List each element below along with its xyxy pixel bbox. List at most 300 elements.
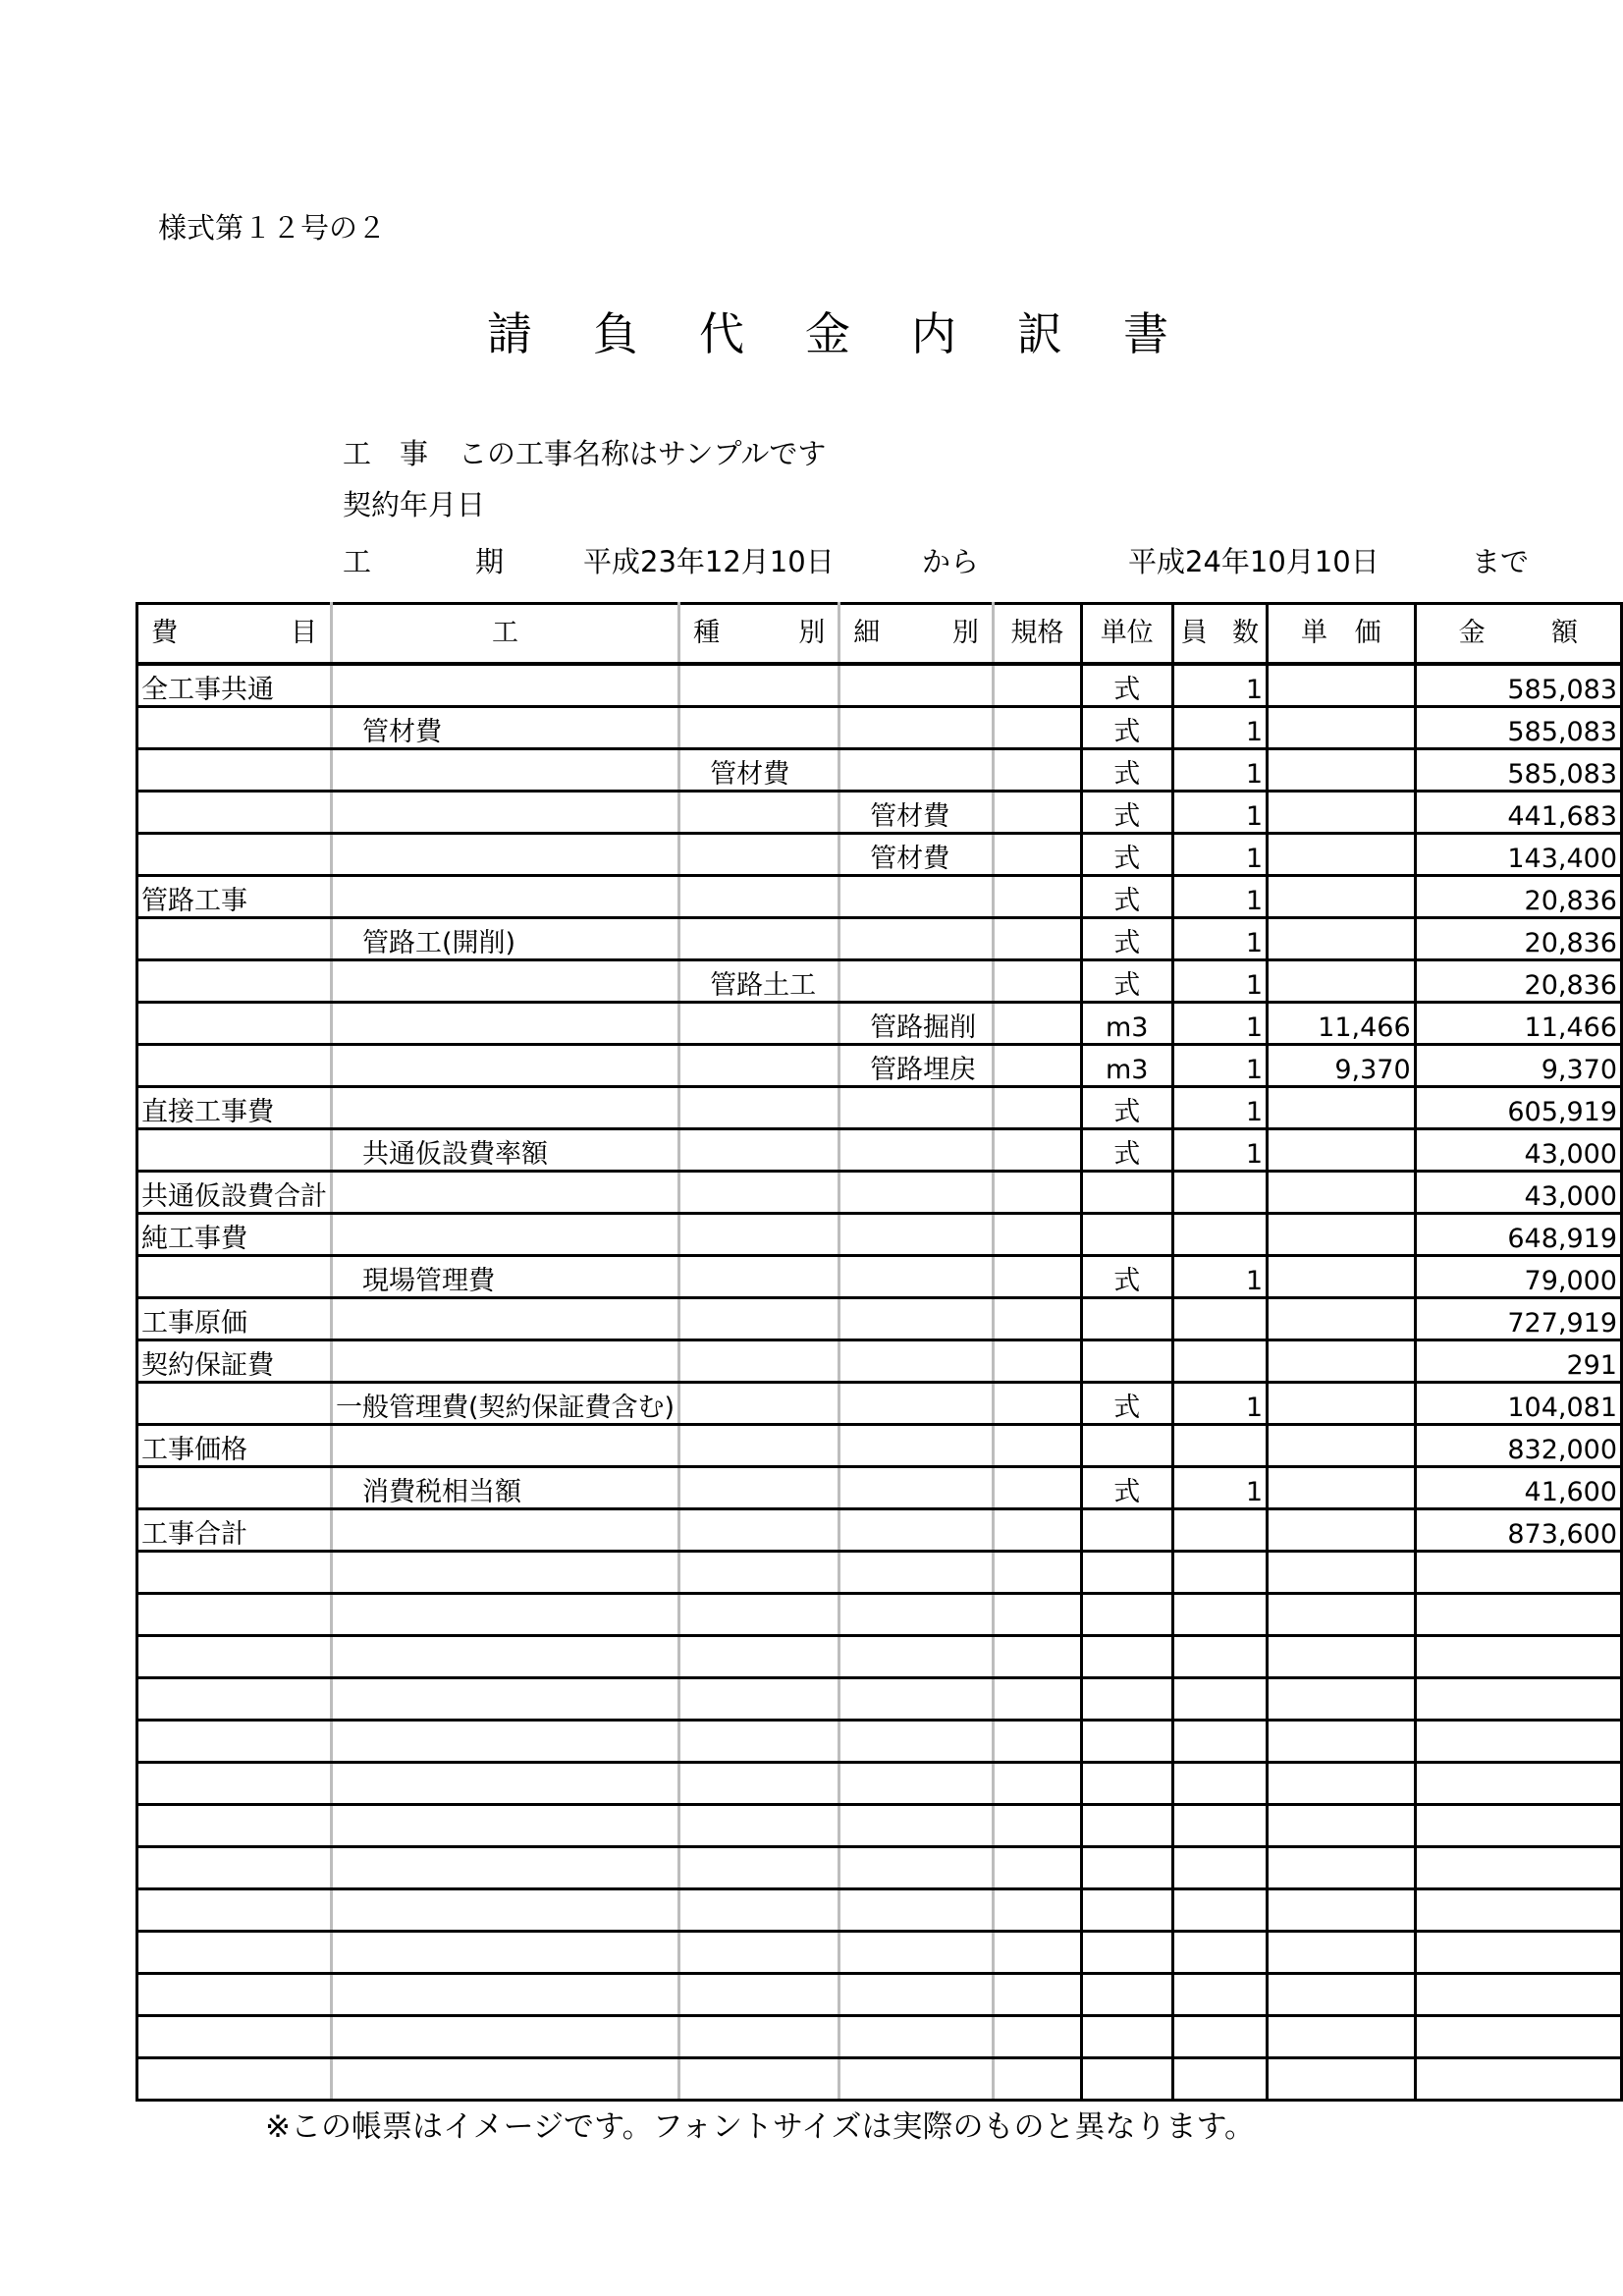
empty-cell-saibetsu xyxy=(839,2058,994,2101)
cell-tanka xyxy=(1268,1425,1416,1467)
empty-cell-kou xyxy=(332,1932,679,1974)
empty-cell-kikaku xyxy=(993,1552,1081,1594)
cell-shubetsu xyxy=(679,1172,839,1214)
empty-cell-tani xyxy=(1081,1721,1172,1763)
table-row xyxy=(137,1340,1622,1383)
table-row xyxy=(137,1383,1622,1425)
cell-saibetsu xyxy=(839,876,994,918)
cell-kou xyxy=(332,1425,679,1467)
empty-cell-tanka xyxy=(1268,1721,1416,1763)
cell-kingaku: 20,836 xyxy=(1415,960,1621,1003)
empty-cell-kikaku xyxy=(993,1763,1081,1805)
empty-cell-suu xyxy=(1172,1932,1267,1974)
empty-cell-kingaku xyxy=(1415,2016,1621,2058)
cell-tani xyxy=(1081,1172,1172,1214)
cell-himoku xyxy=(137,960,332,1003)
cell-shubetsu xyxy=(679,1425,839,1467)
form-number: 様式第１２号の２ xyxy=(158,211,387,245)
empty-cell-kikaku xyxy=(993,2016,1081,2058)
table-row xyxy=(137,749,1622,792)
cell-suu: 1 xyxy=(1172,1045,1267,1087)
cell-kingaku: 9,370 xyxy=(1415,1045,1621,1087)
cell-shubetsu xyxy=(679,1256,839,1298)
cell-saibetsu xyxy=(839,749,994,792)
table-row xyxy=(137,1467,1622,1509)
cell-kingaku: 832,000 xyxy=(1415,1425,1621,1467)
table-row xyxy=(137,1214,1622,1256)
empty-cell-tanka xyxy=(1268,1636,1416,1678)
cell-tanka xyxy=(1268,707,1416,749)
cell-tani xyxy=(1081,1298,1172,1340)
cell-tani: 式 xyxy=(1081,749,1172,792)
cell-tanka xyxy=(1268,918,1416,960)
empty-cell-suu xyxy=(1172,2016,1267,2058)
cell-himoku: 工事価格 xyxy=(137,1425,332,1467)
cell-shubetsu xyxy=(679,1298,839,1340)
cell-kou xyxy=(332,1172,679,1214)
header-row xyxy=(137,604,1622,665)
empty-cell-tani xyxy=(1081,2016,1172,2058)
empty-cell-tani xyxy=(1081,2058,1172,2101)
empty-cell-himoku xyxy=(137,1805,332,1847)
cell-tanka xyxy=(1268,1298,1416,1340)
cell-tani: 式 xyxy=(1081,876,1172,918)
cell-himoku xyxy=(137,1045,332,1087)
period-label-1: 工 xyxy=(343,545,372,578)
empty-cell-kingaku xyxy=(1415,1552,1621,1594)
cell-tani: 式 xyxy=(1081,1087,1172,1129)
project-label: 工 事 xyxy=(343,437,429,470)
empty-row xyxy=(137,1763,1622,1805)
cell-kikaku xyxy=(993,1129,1081,1172)
cell-tanka xyxy=(1268,1467,1416,1509)
empty-cell-shubetsu xyxy=(679,2058,839,2101)
cell-kou xyxy=(332,834,679,876)
contract-date-line xyxy=(343,483,485,523)
empty-row xyxy=(137,1847,1622,1889)
empty-cell-kikaku xyxy=(993,2058,1081,2101)
cell-kikaku xyxy=(993,876,1081,918)
empty-cell-himoku xyxy=(137,1932,332,1974)
header-saibetsu: 細 別 xyxy=(839,604,994,665)
table-row xyxy=(137,834,1622,876)
cell-saibetsu xyxy=(839,1172,994,1214)
table-row xyxy=(137,1172,1622,1214)
empty-cell-kingaku xyxy=(1415,1763,1621,1805)
empty-cell-himoku xyxy=(137,1889,332,1932)
cell-kingaku: 585,083 xyxy=(1415,664,1621,707)
cell-tanka xyxy=(1268,1087,1416,1129)
cell-suu: 1 xyxy=(1172,918,1267,960)
empty-cell-suu xyxy=(1172,1974,1267,2016)
empty-cell-kingaku xyxy=(1415,1889,1621,1932)
cell-tanka xyxy=(1268,1256,1416,1298)
empty-cell-saibetsu xyxy=(839,1678,994,1721)
period-line xyxy=(343,540,1529,580)
cell-shubetsu xyxy=(679,1467,839,1509)
empty-cell-kikaku xyxy=(993,1889,1081,1932)
empty-cell-shubetsu xyxy=(679,1721,839,1763)
empty-cell-suu xyxy=(1172,1763,1267,1805)
empty-cell-kingaku xyxy=(1415,1805,1621,1847)
table-row xyxy=(137,664,1622,707)
cell-kou xyxy=(332,1340,679,1383)
empty-cell-suu xyxy=(1172,1594,1267,1636)
cell-kou: 現場管理費 xyxy=(332,1256,679,1298)
empty-cell-tani xyxy=(1081,1847,1172,1889)
cell-saibetsu xyxy=(839,1467,994,1509)
cell-suu xyxy=(1172,1214,1267,1256)
cell-tanka xyxy=(1268,792,1416,834)
cell-kikaku xyxy=(993,834,1081,876)
empty-cell-himoku xyxy=(137,2016,332,2058)
empty-cell-himoku xyxy=(137,1636,332,1678)
cell-shubetsu xyxy=(679,1340,839,1383)
empty-cell-shubetsu xyxy=(679,1678,839,1721)
empty-cell-himoku xyxy=(137,1847,332,1889)
cell-kingaku: 11,466 xyxy=(1415,1003,1621,1045)
cell-tani: 式 xyxy=(1081,664,1172,707)
cell-kikaku xyxy=(993,1003,1081,1045)
cell-suu: 1 xyxy=(1172,749,1267,792)
cell-tanka xyxy=(1268,1172,1416,1214)
empty-cell-kou xyxy=(332,1552,679,1594)
empty-cell-suu xyxy=(1172,1889,1267,1932)
cell-tanka xyxy=(1268,1214,1416,1256)
cell-suu: 1 xyxy=(1172,834,1267,876)
cell-suu xyxy=(1172,1340,1267,1383)
empty-cell-kou xyxy=(332,1721,679,1763)
empty-cell-kikaku xyxy=(993,1721,1081,1763)
empty-cell-tanka xyxy=(1268,1763,1416,1805)
cell-saibetsu xyxy=(839,1425,994,1467)
cell-himoku xyxy=(137,918,332,960)
cell-saibetsu xyxy=(839,1087,994,1129)
table-row xyxy=(137,707,1622,749)
empty-row xyxy=(137,2058,1622,2101)
cell-kikaku xyxy=(993,1340,1081,1383)
cell-saibetsu xyxy=(839,664,994,707)
cell-kikaku xyxy=(993,1045,1081,1087)
cell-tanka xyxy=(1268,834,1416,876)
empty-cell-kingaku xyxy=(1415,2058,1621,2101)
cell-kou xyxy=(332,960,679,1003)
empty-row xyxy=(137,1721,1622,1763)
cell-shubetsu xyxy=(679,1214,839,1256)
header-shubetsu: 種 別 xyxy=(679,604,839,665)
cell-suu: 1 xyxy=(1172,792,1267,834)
cell-saibetsu xyxy=(839,918,994,960)
cell-kingaku: 41,600 xyxy=(1415,1467,1621,1509)
cell-himoku: 共通仮設費合計 xyxy=(137,1172,332,1214)
cell-suu xyxy=(1172,1172,1267,1214)
cell-shubetsu xyxy=(679,792,839,834)
cell-kikaku xyxy=(993,918,1081,960)
cell-tanka xyxy=(1268,1383,1416,1425)
cell-kingaku: 20,836 xyxy=(1415,876,1621,918)
empty-cell-kou xyxy=(332,1974,679,2016)
cell-tani: 式 xyxy=(1081,834,1172,876)
cell-shubetsu xyxy=(679,707,839,749)
cell-kikaku xyxy=(993,664,1081,707)
cell-kingaku: 441,683 xyxy=(1415,792,1621,834)
header-tanka: 単 価 xyxy=(1268,604,1416,665)
cell-kikaku xyxy=(993,1509,1081,1552)
cell-saibetsu xyxy=(839,1256,994,1298)
breakdown-table xyxy=(135,602,1623,2102)
header-tani: 単位 xyxy=(1081,604,1172,665)
cell-himoku: 工事原価 xyxy=(137,1298,332,1340)
empty-row xyxy=(137,1636,1622,1678)
footer-note: ※この帳票はイメージです。フォントサイズは実際のものと異なります。 xyxy=(265,2109,1256,2145)
cell-kikaku xyxy=(993,1172,1081,1214)
cell-himoku xyxy=(137,1256,332,1298)
cell-kingaku: 585,083 xyxy=(1415,749,1621,792)
cell-kingaku: 727,919 xyxy=(1415,1298,1621,1340)
empty-cell-tanka xyxy=(1268,1974,1416,2016)
cell-suu: 1 xyxy=(1172,1129,1267,1172)
cell-saibetsu xyxy=(839,1340,994,1383)
cell-shubetsu xyxy=(679,1129,839,1172)
empty-cell-kingaku xyxy=(1415,1594,1621,1636)
empty-cell-tanka xyxy=(1268,1678,1416,1721)
cell-shubetsu xyxy=(679,1045,839,1087)
cell-kou: 管材費 xyxy=(332,707,679,749)
cell-shubetsu xyxy=(679,1087,839,1129)
cell-tanka xyxy=(1268,876,1416,918)
empty-cell-himoku xyxy=(137,1974,332,2016)
cell-shubetsu: 管材費 xyxy=(679,749,839,792)
empty-cell-saibetsu xyxy=(839,1594,994,1636)
empty-cell-kou xyxy=(332,1847,679,1889)
cell-tani: m3 xyxy=(1081,1045,1172,1087)
table-row xyxy=(137,1509,1622,1552)
cell-kikaku xyxy=(993,1425,1081,1467)
table-row xyxy=(137,1129,1622,1172)
header-kou: 工 xyxy=(332,604,679,665)
period-from: から xyxy=(922,545,980,578)
empty-cell-tani xyxy=(1081,1974,1172,2016)
empty-cell-kou xyxy=(332,1678,679,1721)
cell-tanka xyxy=(1268,1129,1416,1172)
empty-cell-suu xyxy=(1172,2058,1267,2101)
empty-cell-himoku xyxy=(137,1721,332,1763)
cell-kingaku: 648,919 xyxy=(1415,1214,1621,1256)
table-row xyxy=(137,918,1622,960)
empty-cell-shubetsu xyxy=(679,1889,839,1932)
empty-row xyxy=(137,1552,1622,1594)
cell-tani: 式 xyxy=(1081,1256,1172,1298)
table-row xyxy=(137,1298,1622,1340)
cell-himoku: 直接工事費 xyxy=(137,1087,332,1129)
empty-cell-kikaku xyxy=(993,1847,1081,1889)
cell-kou xyxy=(332,749,679,792)
empty-cell-shubetsu xyxy=(679,1974,839,2016)
cell-saibetsu: 管路埋戻 xyxy=(839,1045,994,1087)
table-row xyxy=(137,792,1622,834)
cell-tani: 式 xyxy=(1081,1467,1172,1509)
empty-cell-saibetsu xyxy=(839,1889,994,1932)
empty-cell-kikaku xyxy=(993,1974,1081,2016)
empty-cell-suu xyxy=(1172,1847,1267,1889)
empty-cell-tani xyxy=(1081,1805,1172,1847)
project-line xyxy=(343,432,826,472)
period-end: 平成24年10月10日 xyxy=(1128,545,1380,578)
empty-cell-saibetsu xyxy=(839,1847,994,1889)
cell-saibetsu xyxy=(839,1509,994,1552)
cell-kingaku: 104,081 xyxy=(1415,1383,1621,1425)
cell-kingaku: 43,000 xyxy=(1415,1129,1621,1172)
empty-cell-tanka xyxy=(1268,1932,1416,1974)
empty-cell-saibetsu xyxy=(839,1721,994,1763)
empty-cell-tanka xyxy=(1268,2058,1416,2101)
empty-cell-kikaku xyxy=(993,1805,1081,1847)
cell-kikaku xyxy=(993,749,1081,792)
empty-cell-shubetsu xyxy=(679,2016,839,2058)
cell-kingaku: 873,600 xyxy=(1415,1509,1621,1552)
empty-cell-tani xyxy=(1081,1552,1172,1594)
empty-cell-saibetsu xyxy=(839,1932,994,1974)
empty-cell-saibetsu xyxy=(839,1805,994,1847)
empty-row xyxy=(137,1889,1622,1932)
empty-cell-shubetsu xyxy=(679,1847,839,1889)
cell-tani: 式 xyxy=(1081,1383,1172,1425)
empty-cell-tanka xyxy=(1268,1594,1416,1636)
cell-kingaku: 43,000 xyxy=(1415,1172,1621,1214)
cell-kou: 一般管理費(契約保証費含む) xyxy=(332,1383,679,1425)
empty-cell-kou xyxy=(332,2058,679,2101)
header-kingaku: 金 額 xyxy=(1415,604,1621,665)
cell-saibetsu xyxy=(839,1129,994,1172)
cell-himoku: 工事合計 xyxy=(137,1509,332,1552)
empty-cell-kikaku xyxy=(993,1678,1081,1721)
cell-himoku xyxy=(137,1129,332,1172)
empty-cell-tanka xyxy=(1268,1847,1416,1889)
empty-cell-shubetsu xyxy=(679,1932,839,1974)
empty-cell-tani xyxy=(1081,1594,1172,1636)
cell-kikaku xyxy=(993,1298,1081,1340)
project-name: この工事名称はサンプルです xyxy=(459,437,827,470)
cell-saibetsu xyxy=(839,1383,994,1425)
cell-suu xyxy=(1172,1509,1267,1552)
empty-cell-suu xyxy=(1172,1805,1267,1847)
cell-suu: 1 xyxy=(1172,1467,1267,1509)
cell-shubetsu xyxy=(679,918,839,960)
empty-cell-saibetsu xyxy=(839,2016,994,2058)
cell-kikaku xyxy=(993,1467,1081,1509)
cell-himoku xyxy=(137,834,332,876)
cell-kikaku xyxy=(993,1087,1081,1129)
cell-kou xyxy=(332,1214,679,1256)
table-row xyxy=(137,1045,1622,1087)
cell-suu: 1 xyxy=(1172,1383,1267,1425)
cell-suu: 1 xyxy=(1172,1087,1267,1129)
cell-himoku xyxy=(137,1383,332,1425)
cell-saibetsu: 管材費 xyxy=(839,792,994,834)
table-row xyxy=(137,960,1622,1003)
cell-himoku xyxy=(137,707,332,749)
empty-cell-tani xyxy=(1081,1763,1172,1805)
empty-cell-saibetsu xyxy=(839,1636,994,1678)
cell-shubetsu xyxy=(679,834,839,876)
empty-cell-kikaku xyxy=(993,1932,1081,1974)
cell-kingaku: 291 xyxy=(1415,1340,1621,1383)
empty-cell-tani xyxy=(1081,1678,1172,1721)
cell-kingaku: 605,919 xyxy=(1415,1087,1621,1129)
cell-himoku xyxy=(137,792,332,834)
cell-kou xyxy=(332,1045,679,1087)
cell-kingaku: 585,083 xyxy=(1415,707,1621,749)
empty-cell-kingaku xyxy=(1415,1721,1621,1763)
cell-himoku: 管路工事 xyxy=(137,876,332,918)
empty-cell-tanka xyxy=(1268,2016,1416,2058)
empty-cell-tani xyxy=(1081,1889,1172,1932)
cell-tani: m3 xyxy=(1081,1003,1172,1045)
cell-kikaku xyxy=(993,960,1081,1003)
cell-kou xyxy=(332,792,679,834)
cell-himoku xyxy=(137,1467,332,1509)
cell-kou: 消費税相当額 xyxy=(332,1467,679,1509)
cell-kingaku: 20,836 xyxy=(1415,918,1621,960)
cell-tani xyxy=(1081,1509,1172,1552)
cell-shubetsu xyxy=(679,1383,839,1425)
cell-tani: 式 xyxy=(1081,960,1172,1003)
empty-cell-shubetsu xyxy=(679,1552,839,1594)
cell-kou xyxy=(332,1087,679,1129)
header-kikaku: 規格 xyxy=(993,604,1081,665)
empty-cell-saibetsu xyxy=(839,1552,994,1594)
header-suu: 員 数 xyxy=(1172,604,1267,665)
cell-suu: 1 xyxy=(1172,707,1267,749)
cell-suu xyxy=(1172,1298,1267,1340)
cell-tanka xyxy=(1268,1340,1416,1383)
empty-cell-himoku xyxy=(137,2058,332,2101)
cell-tanka xyxy=(1268,1509,1416,1552)
empty-cell-kou xyxy=(332,2016,679,2058)
cell-kikaku xyxy=(993,1214,1081,1256)
cell-suu: 1 xyxy=(1172,876,1267,918)
cell-tani xyxy=(1081,1214,1172,1256)
empty-cell-kou xyxy=(332,1889,679,1932)
cell-shubetsu xyxy=(679,1003,839,1045)
cell-himoku: 純工事費 xyxy=(137,1214,332,1256)
cell-tanka: 9,370 xyxy=(1268,1045,1416,1087)
empty-cell-saibetsu xyxy=(839,1974,994,2016)
cell-himoku: 全工事共通 xyxy=(137,664,332,707)
cell-tani: 式 xyxy=(1081,1129,1172,1172)
cell-shubetsu xyxy=(679,664,839,707)
cell-tanka: 11,466 xyxy=(1268,1003,1416,1045)
cell-himoku: 契約保証費 xyxy=(137,1340,332,1383)
empty-cell-himoku xyxy=(137,1678,332,1721)
empty-cell-suu xyxy=(1172,1636,1267,1678)
cell-shubetsu xyxy=(679,876,839,918)
cell-saibetsu: 管材費 xyxy=(839,834,994,876)
cell-himoku xyxy=(137,1003,332,1045)
table-row xyxy=(137,1003,1622,1045)
empty-cell-kou xyxy=(332,1636,679,1678)
cell-tanka xyxy=(1268,960,1416,1003)
empty-cell-tanka xyxy=(1268,1552,1416,1594)
cell-saibetsu xyxy=(839,960,994,1003)
cell-saibetsu xyxy=(839,707,994,749)
table-row xyxy=(137,1256,1622,1298)
cell-shubetsu: 管路土工 xyxy=(679,960,839,1003)
empty-cell-shubetsu xyxy=(679,1636,839,1678)
empty-cell-kingaku xyxy=(1415,1847,1621,1889)
empty-cell-kou xyxy=(332,1594,679,1636)
cell-kingaku: 79,000 xyxy=(1415,1256,1621,1298)
